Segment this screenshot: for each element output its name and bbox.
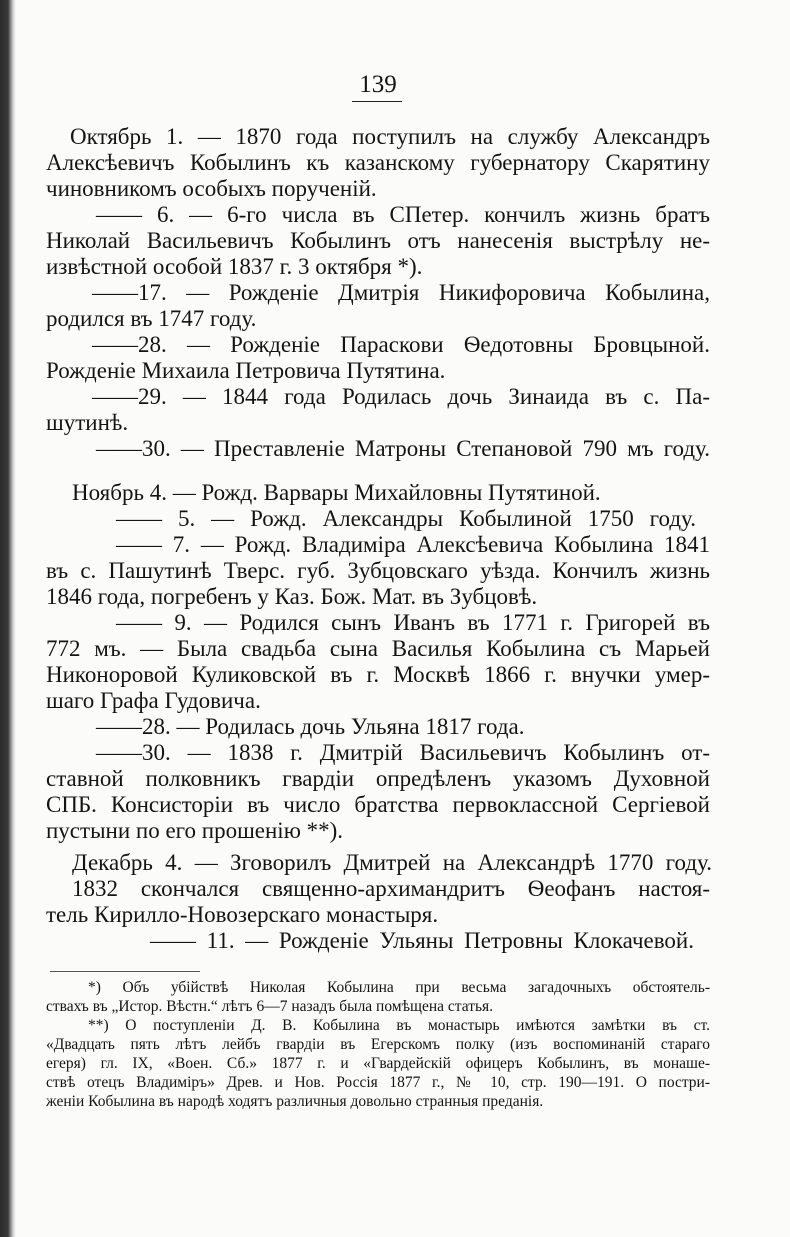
text-line: чиновникомъ особыхъ порученій.: [46, 176, 377, 201]
footnote-line: ствѣ отецъ Владиміръ» Древ. и Нов. Россія 1877 г., № 10, стр. 190—191. О постри-: [46, 1074, 710, 1091]
footnote-line: ствахъ въ „Истор. Вѣстн.“ лѣтъ 6—7 назадъ была помѣщена статья.: [46, 998, 494, 1015]
text-line: ставной полковникъ гвардіи опредѣленъ указомъ Духовной: [46, 766, 710, 791]
text-line: Никоноровой Куликовской въ г. Москвѣ 1866 г. внучки умер-: [46, 662, 710, 687]
footnote-line: **) О поступленіи Д. В. Кобылина въ монастырь имѣются замѣтки въ ст.: [88, 1017, 710, 1034]
text-line: ——28. — Рожденіе Параскови Ѳедотовны Бровцыной.: [92, 332, 710, 357]
text-line: Декабрь 4. — Зговорилъ Дмитрей на Александрѣ 1770 году.: [72, 850, 712, 875]
footnote-line: «Двадцать пять лѣтъ лейбъ гвардіи въ Егерскомъ полку (изъ воспоминаній стараго: [46, 1036, 710, 1053]
text-line: ——30. — 1838 г. Дмитрій Васильевичъ Кобылинъ от-: [96, 740, 710, 765]
text-line: тель Кирилло-Новозерскаго монастыря.: [46, 902, 439, 927]
text-line: Рожденіе Михаила Петровича Путятина.: [46, 358, 446, 383]
text-line: ——29. — 1844 года Родилась дочь Зинаида въ с. Па-: [92, 384, 710, 409]
text-line: извѣстной особой 1837 г. 3 октября *).: [46, 254, 423, 279]
text-line: Октябрь 1. — 1870 года поступилъ на службу Александръ: [70, 124, 710, 149]
page-number-rule: [352, 101, 402, 102]
text-line: Алексѣевичъ Кобылинъ къ казанскому губернатору Скарятину: [46, 150, 710, 175]
text-line: Николай Васильевичъ Кобылинъ отъ нанесенія выстрѣлу не-: [46, 228, 710, 253]
text-line: 1846 года, погребенъ у Каз. Бож. Мат. въ Зубцовѣ.: [46, 584, 538, 609]
text-line: шутинѣ.: [46, 410, 129, 435]
text-line: пустыни по его прошенію **).: [46, 818, 344, 843]
book-spine-shadow: [0, 0, 16, 1237]
text-line: —— 7. — Рожд. Владиміра Алексѣевича Кобылина 1841: [116, 532, 710, 557]
text-line: —— 9. — Родился сынъ Иванъ въ 1771 г. Григорей въ: [116, 610, 710, 635]
text-line: —— 11. — Рожденіе Ульяны Петровны Клокачевой.: [150, 928, 694, 953]
text-line: ——28. — Родилась дочь Ульяна 1817 года.: [96, 714, 525, 739]
text-line: Ноябрь 4. — Рожд. Варвары Михайловны Путятиной.: [72, 480, 601, 505]
text-line: въ с. Пашутинѣ Тверс. губ. Зубцовскаго уѣзда. Кончилъ жизнь: [46, 558, 710, 583]
page-number: 139: [359, 71, 397, 98]
text-line: —— 5. — Рожд. Александры Кобылиной 1750 году.: [116, 506, 696, 531]
text-line: 1832 скончался священно-архимандритъ Ѳеофанъ настоя-: [72, 876, 710, 901]
footnote-line: *) Объ убійствѣ Николая Кобылина при весьма загадочныхъ обстоятель-: [88, 979, 710, 996]
footnote-rule: [50, 971, 200, 972]
text-line: родился въ 1747 году.: [46, 306, 257, 331]
footnote-line: егеря) гл. IX, «Воен. Сб.» 1877 г. и «Гвардейскій офицеръ Кобылинъ, въ монаше-: [46, 1055, 710, 1072]
text-line: шаго Графа Гудовича.: [46, 688, 261, 713]
footnote-line: женіи Кобылина въ народѣ ходятъ различныя довольно странныя преданія.: [46, 1093, 544, 1110]
text-line: —— 6. — 6-го числа въ СПетер. кончилъ жизнь братъ: [96, 202, 710, 227]
text-line: ——17. — Рожденіе Дмитрія Никифоровича Кобылина,: [92, 280, 710, 305]
text-line: СПБ. Консисторіи въ число братства первоклассной Сергіевой: [46, 792, 710, 817]
text-line: ——30. — Преставленіе Матроны Степановой 790 мъ году.: [96, 436, 710, 461]
text-line: 772 мъ. — Была свадьба сына Василья Кобылина съ Марьей: [46, 636, 710, 661]
